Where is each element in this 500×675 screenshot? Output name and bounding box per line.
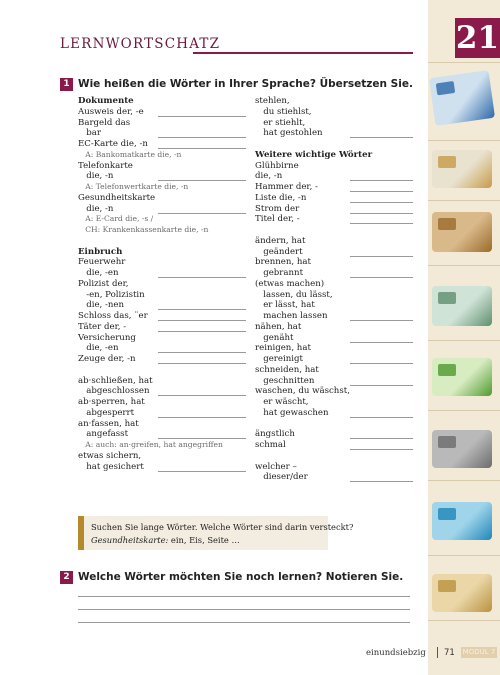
gold-card-thumbnail (432, 574, 492, 612)
translation-line[interactable] (158, 471, 246, 472)
vocab-entry (255, 300, 413, 311)
vocab-entry (78, 268, 246, 279)
vocab-entry (255, 429, 413, 440)
vocab-entry (78, 376, 246, 387)
vocab-text: ab·sperren, hat (78, 397, 145, 407)
vocab-text: geändert (255, 246, 303, 257)
card-chip-icon (438, 436, 456, 448)
ec-card-thumbnail (429, 70, 495, 126)
vocab-text: Glühbirne (255, 160, 299, 171)
card-chip-icon (438, 364, 456, 376)
notes-line[interactable] (78, 596, 410, 597)
vocab-text: Strom der (255, 203, 300, 214)
vocab-column-left (78, 96, 246, 472)
sidebar-divider (428, 340, 500, 341)
vocab-entry (78, 311, 246, 322)
vocab-text: Telefonkarte (78, 160, 133, 171)
vocab-text: ab·schließen, hat (78, 375, 153, 386)
vocab-text: schmal (255, 440, 286, 450)
vocab-text: er lässt, hat (255, 300, 315, 311)
vocab-text: abgesperrt (78, 407, 135, 418)
vocab-text: stehlen, (255, 96, 290, 106)
vocab-text: Titel der, - (255, 214, 300, 225)
vocab-text: ändern, hat (255, 235, 306, 246)
vocab-entry (255, 96, 413, 107)
vocab-entry (78, 193, 246, 204)
vocab-entry (255, 225, 413, 236)
sidebar-divider (428, 62, 500, 63)
vocab-variant (78, 214, 246, 225)
vocab-text: abgeschlossen (78, 386, 150, 397)
vocab-entry (78, 386, 246, 397)
vocab-text: A: E-Card die, -s / (78, 214, 154, 224)
vocab-text: Versicherung (78, 332, 136, 343)
tip-accent-bar (78, 516, 84, 550)
vocab-text: hat gewaschen (255, 407, 329, 418)
vocab-entry (78, 107, 246, 118)
vocab-text: er wäscht, (255, 397, 309, 407)
vocab-text: Bargeld das (78, 117, 131, 128)
vocab-text: bar (78, 128, 101, 139)
notes-line[interactable] (78, 622, 410, 623)
vocab-entry (255, 128, 413, 139)
vocab-heading (78, 96, 246, 107)
vocab-entry (78, 171, 246, 182)
module-tag: MODUL 7 (462, 648, 496, 656)
card-chip-icon (438, 292, 456, 304)
vocab-entry (255, 451, 413, 462)
vocab-text: reinigen, hat (255, 343, 311, 354)
vocab-entry (255, 376, 413, 387)
sidebar-divider (428, 200, 500, 201)
vocab-text: hat gesichert (78, 461, 144, 472)
sidebar-divider (428, 555, 500, 556)
vocab-text: Feuerwehr (78, 257, 126, 268)
vocab-text: Hammer der, - (255, 182, 318, 192)
sidebar-divider (428, 410, 500, 411)
sidebar-divider (428, 480, 500, 481)
vocab-entry (78, 462, 246, 473)
vocab-entry (78, 257, 246, 268)
translation-line[interactable] (350, 481, 413, 482)
vocab-text: angefasst (78, 429, 129, 440)
vocab-text: (etwas machen) (255, 278, 325, 289)
vocab-text: die, -n (78, 171, 114, 182)
vocab-entry (255, 204, 413, 215)
vocab-entry (78, 354, 246, 365)
vocab-text: genäht (255, 332, 294, 343)
vocab-entry (78, 408, 246, 419)
vocab-text: hat gestohlen (255, 128, 323, 139)
vocab-text: gebrannt (255, 268, 304, 278)
id-card-thumbnail (432, 150, 492, 188)
vocab-text: die, -n (78, 203, 114, 214)
tip-example-word: Gesundheitskarte: (91, 535, 169, 545)
vocab-text: die, -en (78, 268, 119, 278)
vocab-entry (78, 204, 246, 215)
vocab-column-right (255, 96, 413, 483)
vocab-entry (255, 107, 413, 118)
vocab-text: dieser/der (255, 472, 308, 483)
vocab-entry (255, 333, 413, 344)
vocab-text: EC-Karte die, -n (78, 139, 148, 149)
vocab-entry (255, 322, 413, 333)
vocab-text: an·fassen, hat (78, 418, 139, 429)
title-rule (193, 52, 413, 54)
vocab-variant (78, 225, 246, 236)
vocab-entry (255, 214, 413, 225)
vocab-entry (78, 451, 246, 462)
vocab-entry (255, 440, 413, 451)
sidebar-divider (428, 265, 500, 266)
vocab-entry (78, 290, 246, 301)
vocab-text: etwas sichern, (78, 450, 142, 461)
vocab-text: Einbruch (78, 246, 123, 257)
page-number: 71 (444, 648, 455, 658)
vocab-text: Gesundheitskarte (78, 192, 156, 203)
vocab-text: Liste die, -n (255, 192, 307, 203)
vocab-heading (255, 150, 413, 161)
vocab-variant (78, 182, 246, 193)
exercise-1-instruction: Wie heißen die Wörter in Ihrer Sprache? Übersetzen Sie. (78, 78, 413, 90)
vocab-text: A: Telefonwertkarte die, -n (78, 182, 189, 191)
vocab-entry (78, 279, 246, 290)
vocab-text: CH: Krankenkassenkarte die, -n (78, 225, 209, 234)
vocab-entry (255, 408, 413, 419)
vocab-heading (78, 247, 246, 258)
vocab-text: Ausweis der, -e (78, 106, 144, 117)
vocab-text: welcher – (255, 461, 297, 472)
card-chip-icon (438, 156, 456, 168)
exercise-1-number: 1 (60, 78, 73, 91)
vocab-entry (255, 161, 413, 172)
sidebar-divider (428, 140, 500, 141)
vocab-entry (255, 193, 413, 204)
vocab-text: A: auch: an·greifen, hat angegriffen (78, 440, 223, 449)
vocab-entry (255, 462, 413, 473)
vocab-text: ängstlich (255, 429, 295, 440)
vocab-text: machen lassen (255, 311, 328, 321)
vocab-entry (78, 236, 246, 247)
vocab-entry (255, 279, 413, 290)
vocab-text: Zeuge der, -n (78, 354, 136, 364)
vocab-text: die, -n (255, 171, 283, 182)
banknotes-thumbnail (432, 212, 492, 252)
vocab-entry (255, 290, 413, 301)
section-title: LERNWORTSCHATZ (60, 36, 221, 52)
vocab-entry (78, 128, 246, 139)
vocab-text: die, -en (78, 343, 119, 354)
vocab-variant (78, 150, 246, 161)
vocab-entry (255, 419, 413, 430)
vocab-text: du stiehlst, (255, 106, 312, 117)
vocab-entry (255, 472, 413, 483)
notes-line[interactable] (78, 609, 410, 610)
vocab-text: geschnitten (255, 375, 315, 386)
vocab-entry (255, 397, 413, 408)
vocab-text: die, -nen (78, 300, 125, 311)
vocab-text: -en, Polizistin (78, 289, 145, 300)
vocab-variant (78, 440, 246, 451)
vocab-entry (78, 343, 246, 354)
vocab-text: Polizist der, (78, 278, 129, 289)
vocab-entry (78, 419, 246, 430)
vocab-text: Dokumente (78, 96, 134, 106)
vocab-entry (255, 386, 413, 397)
vocab-entry (78, 139, 246, 150)
vocab-entry (78, 365, 246, 376)
vocab-entry (255, 171, 413, 182)
chapter-number: 21 (455, 20, 500, 56)
vocab-text: gereinigt (255, 354, 303, 364)
vocab-entry (78, 118, 246, 129)
card-chip-icon (438, 218, 456, 230)
vocab-entry (255, 365, 413, 376)
vocab-entry (78, 333, 246, 344)
vocab-entry (255, 118, 413, 129)
tip-text: Suchen Sie lange Wörter. Welche Wörter sind darin versteckt? (91, 522, 354, 532)
phone-card-thumbnail (432, 430, 492, 468)
sidebar-divider (428, 620, 500, 621)
vocab-entry (255, 247, 413, 258)
vocab-entry (255, 182, 413, 193)
vocab-text: Weitere wichtige Wörter (255, 149, 373, 160)
vocab-entry (255, 139, 413, 150)
vocab-text: waschen, du wäschst, (255, 386, 350, 397)
page-word: einundsiebzig (366, 648, 426, 658)
vocab-text: er stiehlt, (255, 117, 306, 128)
vocab-text: brennen, hat (255, 257, 311, 268)
card-chip-icon (436, 81, 455, 95)
vocab-entry (78, 300, 246, 311)
vocab-text: Schloss das, ¨er (78, 311, 148, 321)
vocab-entry (78, 429, 246, 440)
health-card-thumbnail (432, 358, 492, 396)
driving-license-thumbnail (432, 286, 492, 326)
vocab-text: A: Bankomatkarte die, -n (78, 149, 182, 159)
card-chip-icon (438, 508, 456, 520)
vocab-entry (78, 397, 246, 408)
vocab-text: lassen, du lässt, (255, 289, 333, 300)
vocab-entry (255, 268, 413, 279)
vocab-entry (255, 257, 413, 268)
exercise-2-number: 2 (60, 571, 73, 584)
vocab-entry (255, 236, 413, 247)
vocab-text: Täter der, - (78, 321, 127, 332)
sim-card-thumbnail (432, 502, 492, 540)
tip-example (91, 535, 240, 545)
tip-example-rest: ein, Eis, Seite … (168, 535, 240, 545)
vocab-entry (78, 161, 246, 172)
vocab-text: nähen, hat (255, 321, 302, 332)
card-chip-icon (438, 580, 456, 592)
page-separator (437, 647, 438, 658)
vocab-text: schneiden, hat (255, 364, 319, 375)
vocab-entry (255, 343, 413, 354)
exercise-2-instruction: Welche Wörter möchten Sie noch lernen? Notieren Sie. (78, 571, 404, 583)
vocab-entry (255, 354, 413, 365)
vocab-entry (78, 322, 246, 333)
vocab-entry (255, 311, 413, 322)
